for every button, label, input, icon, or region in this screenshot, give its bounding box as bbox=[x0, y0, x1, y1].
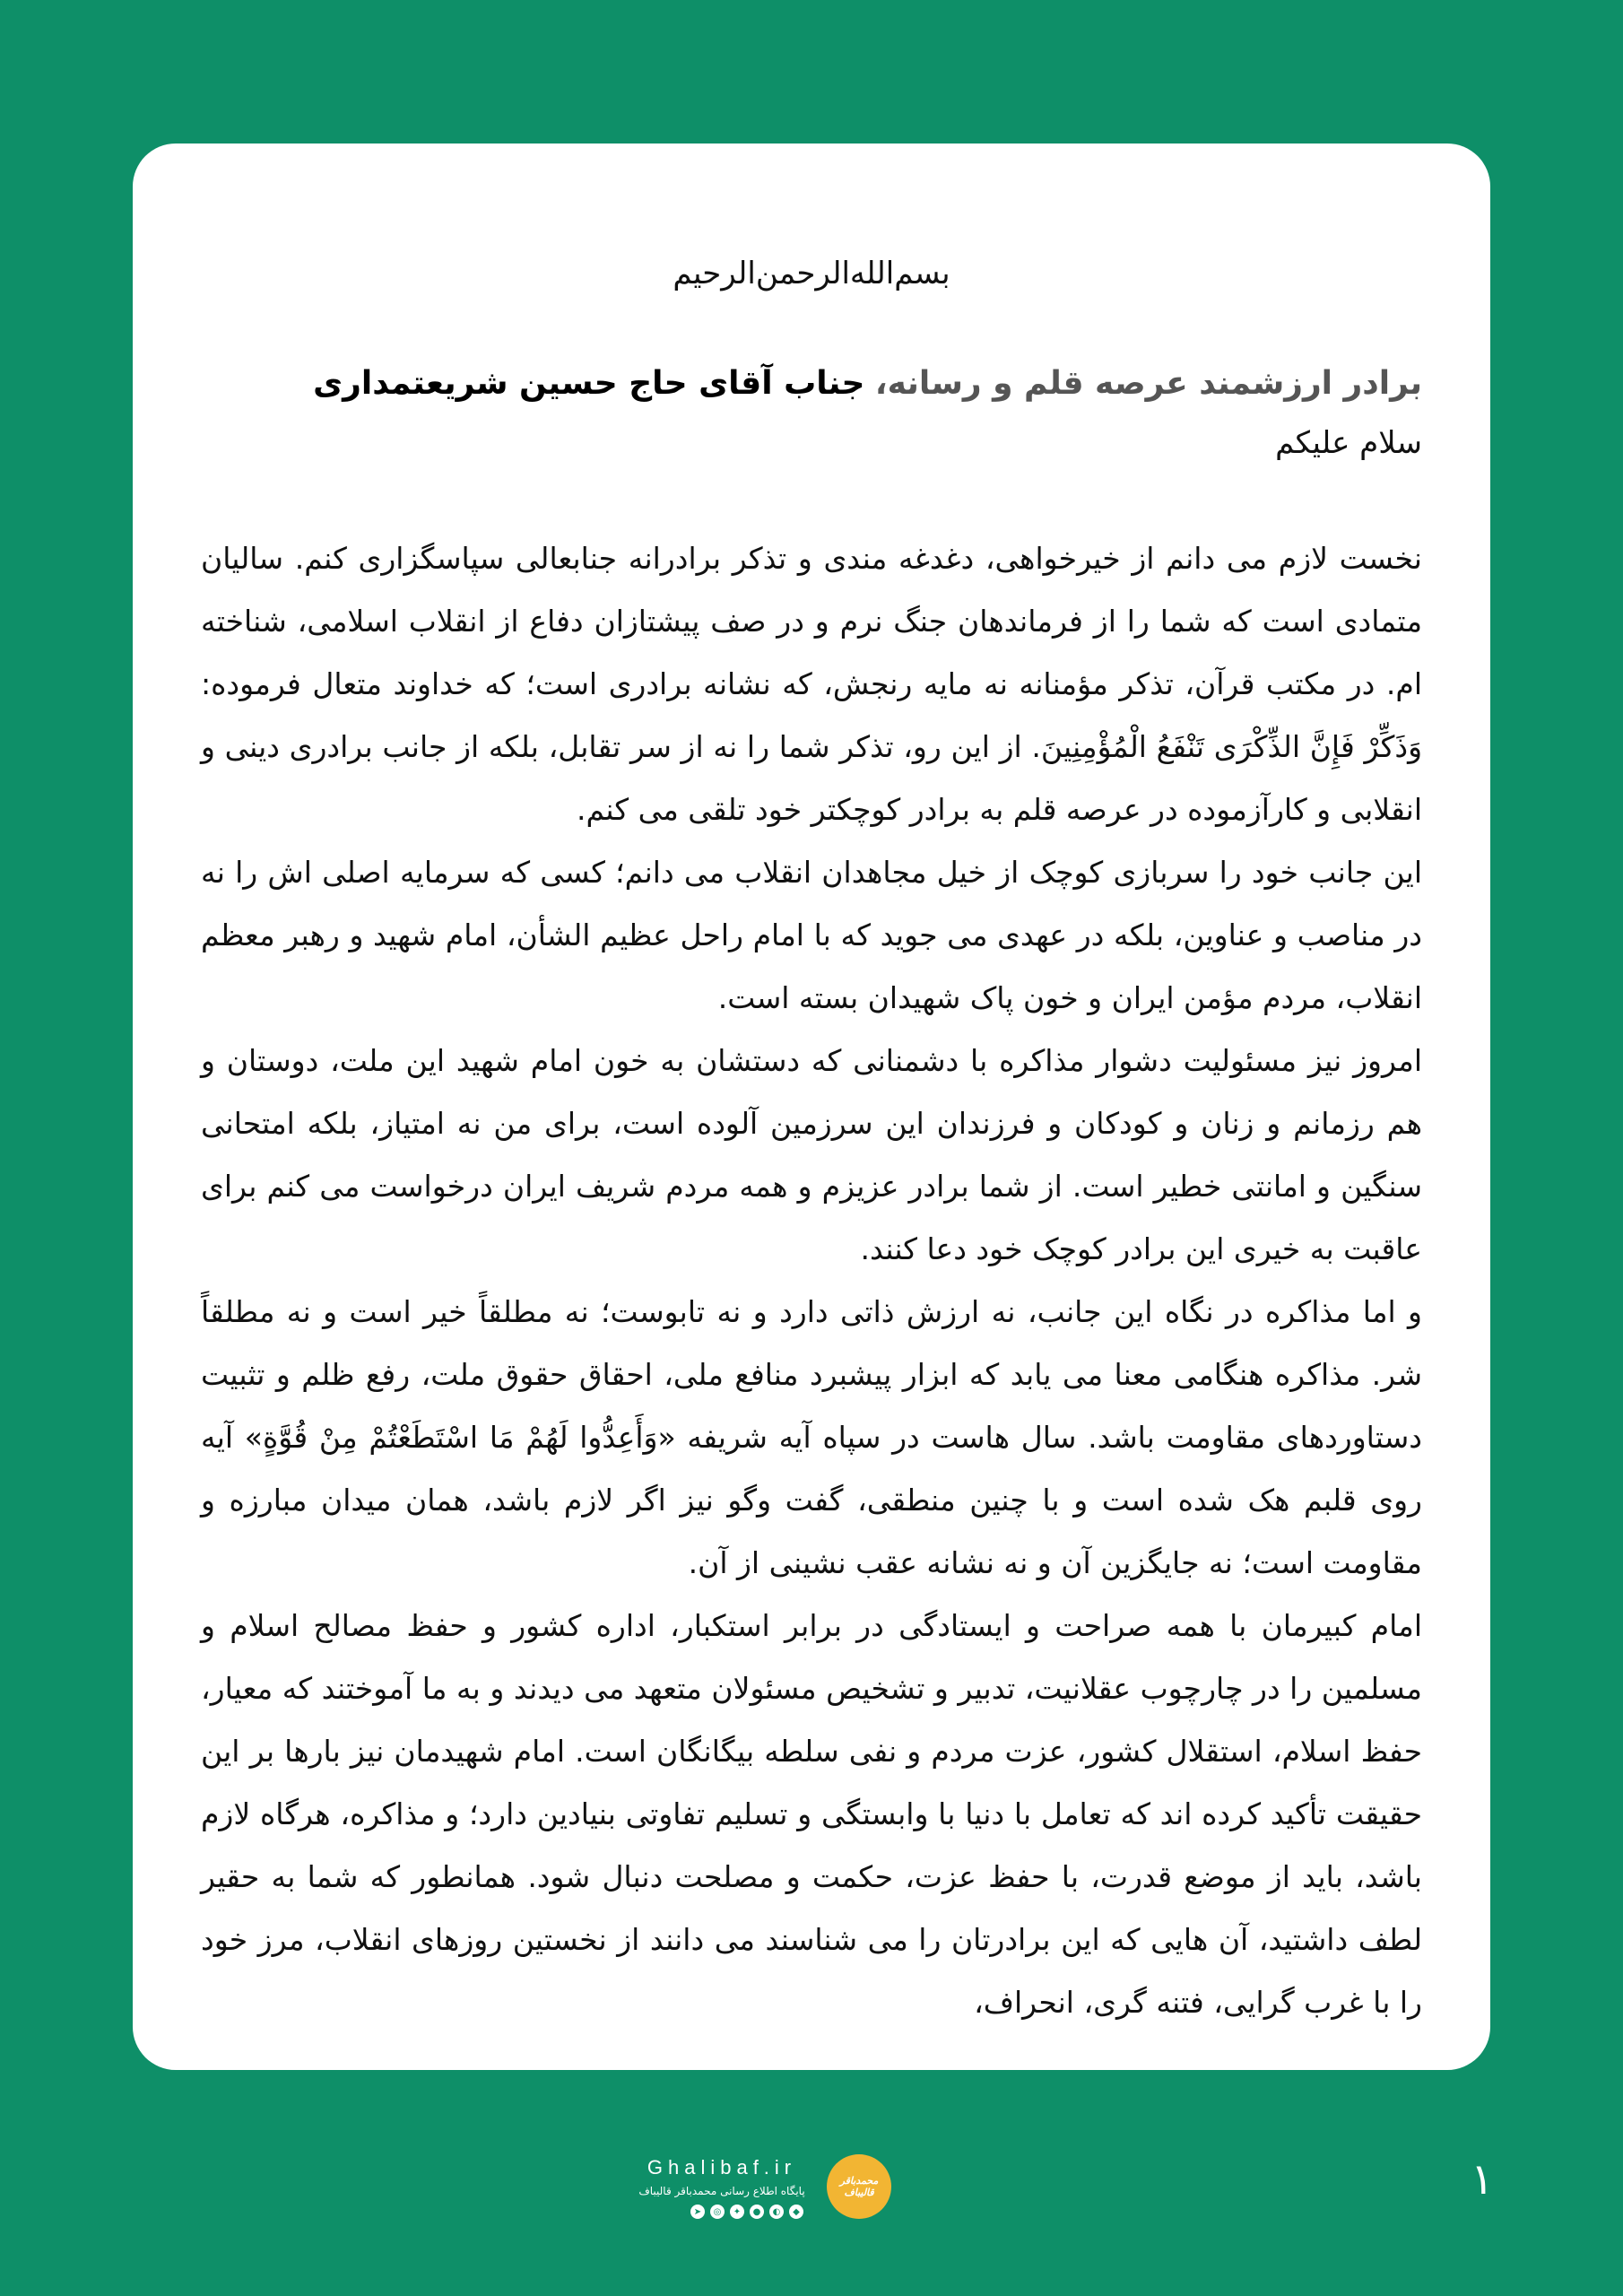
site-tagline: پایگاه اطلاع رسانی محمدباقر قالیباف bbox=[638, 2185, 805, 2197]
bale-icon[interactable]: ◆ bbox=[789, 2205, 803, 2219]
letter-card bbox=[133, 144, 1490, 2070]
addressee-line bbox=[201, 359, 1422, 409]
addressee-name: جناب آقای حاج حسین شریعتمداری bbox=[313, 365, 865, 402]
paragraph-4: و اما مذاکره در نگاه این جانب، نه ارزش ذاتی دارد و نه تابوست؛ نه مطلقاً خیر است و نه مطلقاً شر. مذاکره هنگامی معنا می یابد که ابزار پیشبرد منافع ملی، احقاق حقوق ملت، رفع ظلم و تثبیت دستاوردهای مقاومت باشد. سال هاست در سپاه آیه شریفه «وَأَعِدُّوا لَهُمْ مَا اسْتَطَعْتُمْ مِنْ قُوَّةٍ» آیه روی قلبم هک شده است و با چنین منطقی، گفت وگو نیز اگر لازم باشد، همان میدان مبارزه و مقاومت است؛ نه جایگزین آن و نه نشانه عقب نشینی از آن. bbox=[201, 1294, 1422, 1580]
page-number: ۱ bbox=[1471, 2154, 1494, 2205]
twitter-icon[interactable]: ✦ bbox=[730, 2205, 744, 2219]
aparat-icon[interactable]: ● bbox=[750, 2205, 764, 2219]
logo-text: محمدباقر قالیباف bbox=[839, 2175, 879, 2198]
paragraph-1: نخست لازم می دانم از خیرخواهی، دغدغه مندی و تذکر برادرانه جنابعالی سپاسگزاری کنم. سالیان متمادی است که شما را از فرماندهان جنگ نرم و در صف پیشتازان دفاع از انقلاب اسلامی، شناخته ام. در مکتب قرآن، تذکر مؤمنانه نه مایه رنجش، که نشانه برادری است؛ که خداوند متعال فرموده: وَذَکِّرْ فَإِنَّ الذِّکْرَی تَنْفَعُ الْمُؤْمِنِینَ. از این رو، تذکر شما را نه از سر تقابل، بلکه از جانب برادری دینی و انقلابی و کارآزموده در عرصه قلم به برادر کوچکتر خود تلقی می کنم. bbox=[201, 541, 1422, 827]
greeting: سلام علیکم bbox=[1275, 425, 1422, 461]
basmala: بسم‌الله‌الرحمن‌الرحیم bbox=[673, 256, 950, 291]
telegram-icon[interactable]: ➤ bbox=[690, 2205, 705, 2219]
eitaa-icon[interactable]: ◐ bbox=[769, 2205, 784, 2219]
social-icons bbox=[680, 2205, 814, 2219]
addressee-title: برادر ارزشمند عرصه قلم و رسانه، bbox=[874, 365, 1422, 402]
ghalibaf-logo bbox=[827, 2154, 891, 2219]
paragraph-3: امروز نیز مسئولیت دشوار مذاکره با دشمنانی که دستشان به خون امام شهید این ملت، دوستان و هم رزمانم و زنان و کودکان و فرزندان این سرزمین آلوده است، برای من نه امتیاز، بلکه امتحانی سنگین و امانتی خطیر است. از شما برادر عزیزم و همه مردم شریف ایران درخواست می کنم برای عاقبت به خیری این برادر کوچک خود دعا کنند. bbox=[201, 1043, 1422, 1266]
page-footer bbox=[0, 2135, 1623, 2242]
site-url[interactable]: Ghalibaf.ir bbox=[647, 2156, 797, 2179]
instagram-icon[interactable]: ◎ bbox=[710, 2205, 725, 2219]
paragraph-2: این جانب خود را سربازی کوچک از خیل مجاهدان انقلاب می دانم؛ کسی که سرمایه اصلی اش را نه در مناصب و عناوین، بلکه در عهدی می جوید که با امام راحل عظیم الشأن، امام شهید و رهبر معظم انقلاب، مردم مؤمن ایران و خون پاک شهیدان بسته است. bbox=[201, 855, 1422, 1015]
paragraph-5: امام کبیرمان با همه صراحت و ایستادگی در برابر استکبار، اداره کشور و حفظ مصالح اسلام و مسلمین را در چارچوب عقلانیت، تدبیر و تشخیص مسئولان متعهد می دیدند و به ما آموختند که معیار، حفظ اسلام، استقلال کشور، عزت مردم و نفی سلطه بیگانگان است. امام شهیدمان نیز بارها بر این حقیقت تأکید کرده اند که تعامل با دنیا با وابستگی و تسلیم تفاوتی بنیادین دارد؛ و مذاکره، هرگاه لازم باشد، باید از موضع قدرت، با حفظ عزت، حکمت و مصلحت دنبال شود. همانطور که شما به حقیر لطف داشتید، آن هایی که این برادرتان را می شناسند می دانند از نخستین روزهای انقلاب، مرز خود را با غرب گرایی، فتنه گری، انحراف، bbox=[201, 1608, 1422, 2020]
brand-block bbox=[628, 2154, 924, 2226]
